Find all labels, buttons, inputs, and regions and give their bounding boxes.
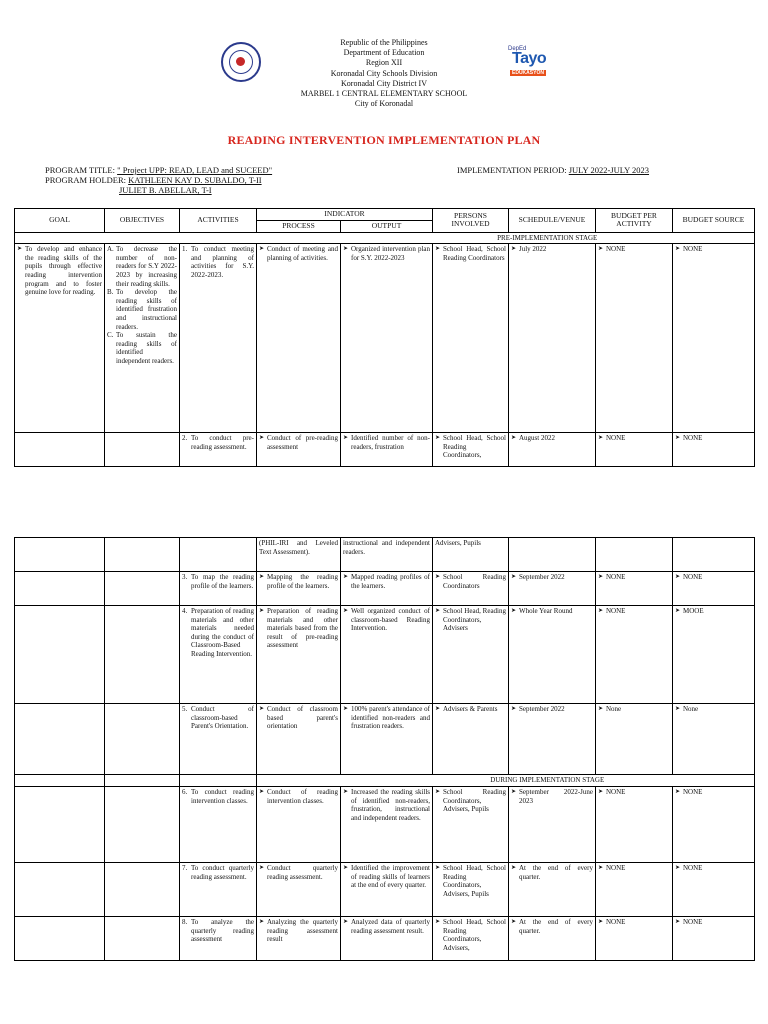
- persons-text: ➤ School Head, School Reading Coordinators, Advisers, Pupils: [435, 864, 506, 898]
- source-text: ➤ NONE: [675, 864, 752, 873]
- activity-text: To conduct quarterly reading assessment.: [191, 864, 254, 881]
- objective-item: [107, 245, 177, 288]
- source-text: ➤ NONE: [675, 788, 752, 797]
- schedule-text: ➤ July 2022: [511, 245, 593, 254]
- col-indicator: INDICATOR: [257, 209, 433, 221]
- objective-item: [107, 331, 177, 365]
- output-text: instructional and independent readers.: [341, 538, 433, 572]
- budget-text: ➤ NONE: [598, 864, 670, 873]
- plan-table-part-1: [14, 208, 755, 467]
- letterhead-line: Department of Education: [343, 48, 425, 58]
- process-text: ➤ Conduct of reading intervention classes.: [259, 788, 338, 805]
- output-text: ➤ Identified the improvement of reading skills of learners at the end of every quarter.: [343, 864, 430, 890]
- process-text: ➤ Conduct of pre-reading assessment: [259, 434, 338, 451]
- table-row: [15, 572, 755, 606]
- program-holder-line: [45, 175, 262, 185]
- output-text: ➤ Increased the reading skills of identified non-readers, frustration, instructional and independent readers.: [343, 788, 430, 822]
- objective-num: B.: [107, 288, 114, 297]
- table-row: [15, 787, 755, 863]
- activity-num: 8.: [182, 918, 188, 926]
- letterhead-line: City of Koronadal: [354, 99, 414, 109]
- budget-text: ➤ NONE: [598, 573, 670, 582]
- program-holder-2-text: JULIET B. ABELLAR, T-I: [119, 185, 212, 195]
- output-text: ➤ Well organized conduct of classroom-based Reading Intervention.: [343, 607, 430, 633]
- objective-text: To sustain the reading skills of identified independent readers.: [116, 331, 177, 365]
- col-objectives: OBJECTIVES: [105, 209, 180, 233]
- persons-text: ➤ School Head, School Reading Coordinators,: [435, 434, 506, 460]
- period-label: IMPLEMENTATION PERIOD:: [457, 165, 567, 175]
- document-title: READING INTERVENTION IMPLEMENTATION PLAN: [227, 133, 541, 147]
- col-source: BUDGET SOURCE: [673, 209, 755, 233]
- plan-table-part-2: [14, 537, 755, 961]
- schedule-text: ➤ September 2022-June 2023: [511, 788, 593, 805]
- persons-text: Advisers, Pupils: [433, 538, 509, 572]
- budget-text: ➤ NONE: [598, 434, 670, 443]
- tayo-logo-small: DepEd: [508, 46, 527, 52]
- letterhead-line: Koronadal City Schools Division: [330, 68, 438, 78]
- program-holder-1: KATHLEEN KAY D. SUBALDO, T-II: [128, 175, 262, 185]
- implementation-period-line: [457, 165, 649, 175]
- activity-num: 6.: [182, 788, 188, 796]
- col-process: PROCESS: [257, 221, 341, 233]
- source-text: ➤ NONE: [675, 245, 752, 254]
- activity-num: 5.: [182, 705, 188, 713]
- goal-text: ➤ To develop and enhance the reading skills of the pupils through effective reading intervention program and to foster genuine love for reading.: [17, 245, 102, 297]
- schedule-text: ➤ September 2022: [511, 705, 593, 714]
- objective-text: To decrease the number of non-readers for S.Y 2022-2023 by increasing their reading skills.: [116, 245, 177, 288]
- col-goal: GOAL: [15, 209, 105, 233]
- letterhead-line: Region XII: [365, 58, 403, 68]
- budget-text: ➤ NONE: [598, 607, 670, 616]
- activity-text: To conduct meeting and planning of activities for S.Y. 2022-2023.: [191, 245, 254, 279]
- output-text: ➤ Organized intervention plan for S.Y. 2022-2023: [343, 245, 430, 262]
- schedule-text: ➤ Whole Year Round: [511, 607, 593, 616]
- activity-text: To conduct pre-reading assessment.: [191, 434, 254, 451]
- persons-text: ➤ School Reading Coordinators, Advisers, Pupils: [435, 788, 506, 814]
- program-title-label: PROGRAM TITLE:: [45, 165, 115, 175]
- col-budget: BUDGET PER ACTIVITY: [596, 209, 673, 233]
- objective-num: A.: [107, 245, 114, 254]
- letterhead-line: Koronadal City District IV: [341, 78, 427, 88]
- table-row: [15, 917, 755, 961]
- budget-text: ➤ NONE: [598, 245, 670, 254]
- objective-text: To develop the reading skills of identified frustration and instructional readers.: [116, 288, 177, 331]
- source-text: ➤ NONE: [675, 573, 752, 582]
- schedule-text: ➤ At the end of every quarter.: [511, 918, 593, 935]
- budget-text: ➤ NONE: [598, 918, 670, 927]
- col-persons: PERSONS INVOLVED: [433, 209, 509, 233]
- tayo-logo-tag: EDUKASYON: [512, 70, 544, 76]
- stage-pre-implementation: PRE-IMPLEMENTATION STAGE: [341, 232, 755, 244]
- output-text: ➤ 100% parent's attendance of identified non-readers and frustration readers.: [343, 705, 430, 731]
- process-text: ➤ Analyzing the quarterly reading assessment result: [259, 918, 338, 944]
- source-text: ➤ NONE: [675, 918, 752, 927]
- activity-text: To map the reading profile of the learners.: [191, 573, 254, 590]
- table-row: [15, 606, 755, 704]
- stage-during-implementation: DURING IMPLEMENTATION STAGE: [341, 775, 755, 787]
- objective-item: [107, 288, 177, 331]
- persons-text: ➤ School Head, School Reading Coordinators, Advisers,: [435, 918, 506, 952]
- activity-text: Preparation of reading materials and other materials needed during the conduct of Classroom-Based Reading Intervention.: [191, 607, 254, 658]
- process-text: ➤ Conduct of meeting and planning of activities.: [259, 245, 338, 262]
- activity-num: 1.: [182, 245, 188, 254]
- tayo-logo: [508, 46, 554, 80]
- period-value: JULY 2022-JULY 2023: [568, 165, 650, 175]
- process-text: ➤ Preparation of reading materials and other materials based from the result of pre-reading assessment: [259, 607, 338, 650]
- source-text: ➤ None: [675, 705, 752, 714]
- schedule-text: ➤ At the end of every quarter.: [511, 864, 593, 881]
- table-row: [15, 433, 755, 467]
- persons-text: ➤ School Head, Reading Coordinators, Advisers: [435, 607, 506, 633]
- activity-num: 7.: [182, 864, 188, 872]
- output-text: ➤ Mapped reading profiles of the learners.: [343, 573, 430, 590]
- budget-text: ➤ None: [598, 705, 670, 714]
- source-text: ➤ MOOE: [675, 607, 752, 616]
- table-row: [15, 538, 755, 572]
- process-text: (PHIL-IRI and Leveled Text Assessment).: [257, 538, 341, 572]
- program-holder-label: PROGRAM HOLDER:: [45, 175, 126, 185]
- program-holder-2: [119, 185, 212, 195]
- activity-num: 3.: [182, 573, 188, 581]
- letterhead: [0, 38, 768, 109]
- output-text: ➤ Identified number of non-readers, frustration: [343, 434, 430, 451]
- activity-text: To conduct reading intervention classes.: [191, 788, 254, 805]
- letterhead-line: MARBEL 1 CENTRAL ELEMENTARY SCHOOL: [300, 89, 468, 99]
- col-schedule: SCHEDULE/VENUE: [509, 209, 596, 233]
- process-text: ➤ Mapping the reading profile of the learners.: [259, 573, 338, 590]
- persons-text: ➤ Advisers & Parents: [435, 705, 506, 714]
- output-text: ➤ Analyzed data of quarterly reading assessment result.: [343, 918, 430, 935]
- col-output: OUTPUT: [341, 221, 433, 233]
- process-text: ➤ Conduct quarterly reading assessment.: [259, 864, 338, 881]
- table-row: [15, 863, 755, 917]
- schedule-text: ➤ August 2022: [511, 434, 593, 443]
- source-text: ➤ NONE: [675, 434, 752, 443]
- schedule-text: ➤ September 2022: [511, 573, 593, 582]
- program-title-line: [45, 165, 272, 175]
- objective-num: C.: [107, 331, 114, 340]
- table-row: [15, 704, 755, 775]
- persons-text: ➤ School Head, School Reading Coordinators: [435, 245, 506, 262]
- activity-text: To analyze the quarterly reading assessment: [191, 918, 254, 944]
- activity-text: Conduct of classroom-based Parent's Orientation.: [191, 705, 254, 731]
- letterhead-line: Republic of the Philippines: [340, 38, 428, 47]
- persons-text: ➤ School Reading Coordinators: [435, 573, 506, 590]
- col-activities: ACTIVITIES: [180, 209, 257, 233]
- table-row: [15, 244, 755, 433]
- activity-num: 2.: [182, 434, 188, 443]
- tayo-logo-text: Tayo: [512, 50, 547, 67]
- activity-num: 4.: [182, 607, 188, 615]
- process-text: ➤ Conduct of classroom based parent's orientation: [259, 705, 338, 731]
- budget-text: ➤ NONE: [598, 788, 670, 797]
- program-title-value: " Project UPP: READ, LEAD and SUCEED": [117, 165, 273, 175]
